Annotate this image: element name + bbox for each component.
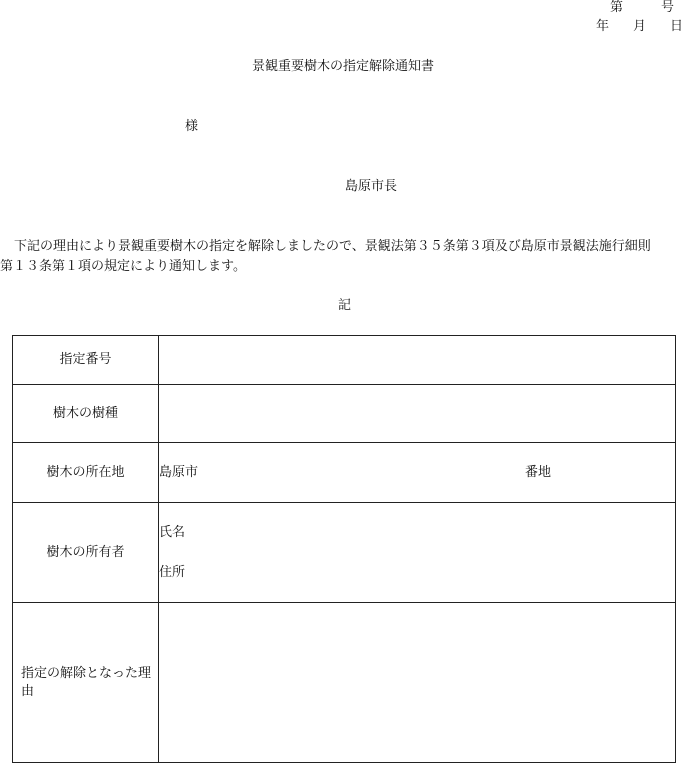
date-month: 月	[633, 19, 647, 34]
date-day: 日	[670, 19, 684, 34]
date-year: 年	[596, 19, 610, 34]
owner-field[interactable]	[159, 503, 676, 603]
table-row	[13, 603, 676, 763]
reason-label: 指定の解除となった理由	[13, 603, 159, 763]
table-row	[13, 336, 676, 385]
body-line-2: 第１３条第１項の規定により通知します。	[0, 259, 246, 274]
document-title: 景観重要樹木の指定解除通知書	[252, 59, 435, 74]
tree-species-field[interactable]	[159, 385, 676, 443]
date-line	[596, 19, 683, 35]
body-line-1: 下記の理由により景観重要樹木の指定を解除しましたので、景観法第３５条第３項及び島原市景観法施行細則	[14, 239, 651, 254]
table-row	[13, 443, 676, 503]
table-row	[13, 503, 676, 603]
designation-number-label: 指定番号	[13, 336, 159, 385]
owner-name-label: 氏名	[159, 524, 186, 540]
number-suffix: 号	[661, 0, 675, 15]
owner-label: 樹木の所有者	[13, 503, 159, 603]
location-field[interactable]	[159, 443, 676, 503]
number-line	[610, 0, 674, 16]
location-label: 樹木の所在地	[13, 443, 159, 503]
recipient-suffix: 様	[185, 119, 199, 134]
designation-number-field[interactable]	[159, 336, 676, 385]
location-banchi: 番地	[525, 464, 552, 480]
reason-field[interactable]	[159, 603, 676, 763]
notice-table	[12, 335, 676, 763]
table-row	[13, 385, 676, 443]
sender-name: 島原市長	[345, 179, 398, 194]
ki-heading: 記	[338, 298, 352, 313]
tree-species-label: 樹木の樹種	[13, 385, 159, 443]
number-prefix: 第	[610, 0, 624, 15]
owner-address-label: 住所	[159, 564, 186, 580]
location-city: 島原市	[159, 464, 199, 480]
